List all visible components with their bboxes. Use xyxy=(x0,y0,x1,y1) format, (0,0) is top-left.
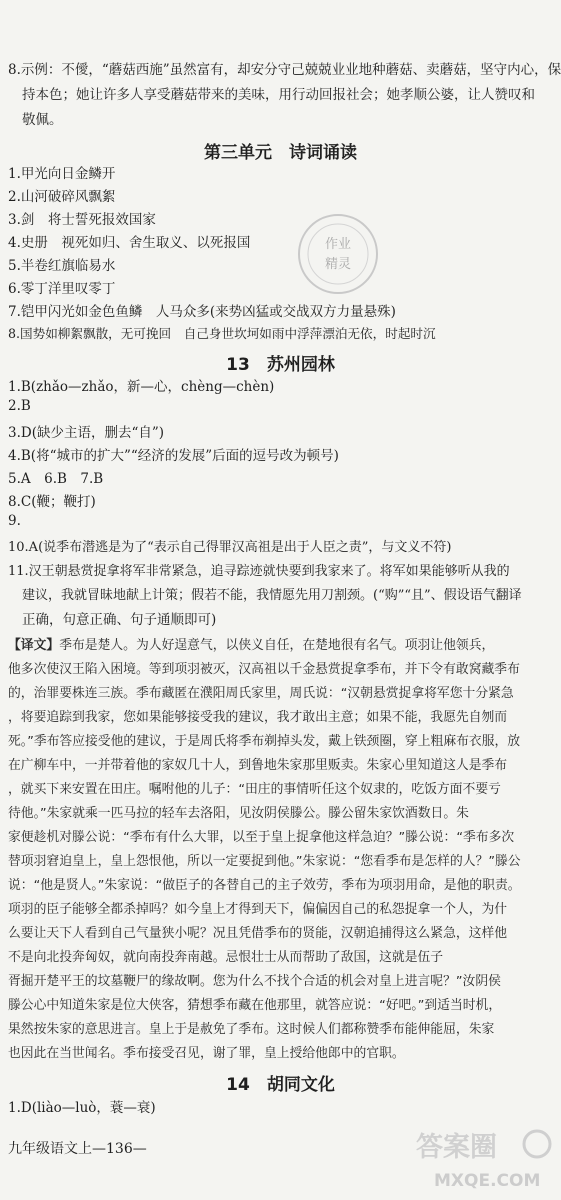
unit3-answer-4: 4.史册 视死如归、舍生取义、以死报国 xyxy=(8,235,251,251)
lesson13-answer-5: 5.A 6.B 7.B xyxy=(8,471,104,487)
watermark-logo xyxy=(412,1126,557,1198)
lesson13-answer-4: 4.B(将“城市的扩大”“经济的发展”后面的逗号改为顿号) xyxy=(8,448,339,464)
lesson14-answer-1: 1.D(liào—luò，蓑—衰) xyxy=(8,1100,156,1116)
stamp-seal xyxy=(296,212,380,296)
translation-line-9: 家便趁机对滕公说：“季布有什么大罪，以至于皇上捉拿他这样急迫？”滕公说：“季布多次 xyxy=(8,830,515,845)
q11-line-3: 正确，句意正确、句子通顺即可) xyxy=(22,612,217,628)
translation-line-15: 胥掘开楚平王的坟墓鞭尸的缘故啊。您为什么不找个合适的机会对皇上进言呢？”汝阴侯 xyxy=(8,974,501,989)
lesson13-answer-1: 1.B(zhǎo—zhǎo，新—心，chèng—chèn) xyxy=(8,379,275,395)
lesson13-title: 13 苏州园林 xyxy=(226,355,335,375)
lesson13-answer-3: 3.D(缺少主语，删去“自”) xyxy=(8,425,165,441)
stamp-text-bottom: 精灵 xyxy=(324,257,352,272)
translation-line-8: 待他。”朱家就乘一匹马拉的轻车去洛阳，见汝阴侯滕公。滕公留朱家饮酒数日。朱 xyxy=(8,806,469,821)
lesson13-answer-2: 2.B xyxy=(8,398,31,414)
translation-line-4: ，将要追踪到我家，您如果能够接受我的建议，我才敢出主意；如果不能，我愿先自刎而 xyxy=(8,710,508,725)
translation-line-16: 滕公心中知道朱家是位大侠客，猜想季布藏在他那里，就答应说：“好吧。”到适当时机， xyxy=(8,998,502,1013)
unit3-answer-7: 7.铠甲闪光如金色鱼鳞 人马众多(来势凶猛或交战双方力量悬殊) xyxy=(8,304,396,320)
unit3-answer-2: 2.山河破碎风飘絮 xyxy=(8,189,116,205)
translation-line-10: 替项羽窘迫皇上，皇上怨恨他，所以一定要捉到他。”朱家说：“您看季布是怎样的人？”滕公 xyxy=(8,854,521,869)
lesson13-answer-9: 9. xyxy=(8,513,21,529)
translation-line-6: 在广柳车中，一并带着他的家奴几十人，到鲁地朱家那里贩卖。朱家心里知道这人是季布 xyxy=(8,758,508,773)
translation-line-13: 么要让天下人看到自己气量狭小呢？况且凭借季布的贤能，汉朝追捕得这么紧急，这样他 xyxy=(8,926,508,941)
stamp-text-top: 作业 xyxy=(324,237,352,252)
lesson13-answer-8: 8.C(鞭；鞭打) xyxy=(8,494,96,510)
q8-line-2: 持本色；她让许多人享受蘑菇带来的美味，用行动回报社会；她孝顺公婆，让人赞叹和 xyxy=(22,87,535,103)
lesson13-answer-10: 10.A(说季布潜逃是为了“表示自己得罪汉高祖是出于人臣之责”，与文义不符) xyxy=(8,540,452,555)
translation-line-2: 他多次使汉王陷入困境。等到项羽被灭，汉高祖以千金悬赏捉拿季布，并下令有敢窝藏季布 xyxy=(8,662,520,677)
unit3-answer-8: 8.国势如柳絮飘散，无可挽回 自己身世坎坷如雨中浮萍漂泊无依，时起时沉 xyxy=(8,326,436,341)
watermark-url: MXQE.COM xyxy=(434,1171,541,1191)
translation-line-3: 的，治罪要株连三族。季布藏匿在濮阳周氏家里，周氏说：“汉朝悬赏捉拿将军您十分紧急 xyxy=(8,686,514,701)
page-footer: 九年级语文上—136— xyxy=(8,1141,147,1157)
unit3-answer-1: 1.甲光向日金鳞开 xyxy=(8,166,116,182)
q8-line-3: 敬佩。 xyxy=(22,112,63,128)
unit3-answer-6: 6.零丁洋里叹零丁 xyxy=(8,281,116,297)
translation-line-7: ，就买下来安置在田庄。嘱咐他的儿子：“田庄的事情听任这个奴隶的，吃饭方面不要亏 xyxy=(8,782,501,797)
translation-line-1 xyxy=(8,634,553,653)
translation-line-17: 果然按朱家的意思进言。皇上于是赦免了季布。这时候人们都称赞季布能伸能屈，朱家 xyxy=(8,1022,495,1037)
q11-line-1: 11.汉王朝悬赏捉拿将军非常紧急，追寻踪迹就快要到我家来了。将军如果能够听从我的 xyxy=(8,564,510,579)
lesson14-title: 14 胡同文化 xyxy=(226,1075,335,1095)
translation-tag: 【译文】 xyxy=(8,638,60,653)
unit3-title: 第三单元 诗词诵读 xyxy=(204,143,357,163)
translation-text: 季布是楚人。为人好逞意气，以侠义自任，在楚地很有名气。项羽让他领兵， xyxy=(59,638,495,653)
translation-line-12: 项羽的臣子能够全都杀掉吗？如今皇上才得到天下，偏偏因自己的私怨捉拿一个人，为什 xyxy=(8,902,508,917)
unit3-answer-5: 5.半卷红旗临易水 xyxy=(8,258,116,274)
watermark-logo-graphic xyxy=(412,1126,557,1194)
translation-line-5: 死。”季布答应接受他的建议，于是周氏将季布剃掉头发，戴上铁颈圈，穿上粗麻布衣服，放 xyxy=(8,734,521,749)
translation-line-11: 说：“他是贤人。”朱家说：“做臣子的各替自己的主子效劳，季布为项羽用命，是他的职责。 xyxy=(8,878,521,893)
translation-line-14: 不是向北投奔匈奴，就向南投奔南越。忌恨壮士从而帮助了敌国，这就是伍子 xyxy=(8,950,444,965)
unit3-answer-3: 3.剑 将士誓死报效国家 xyxy=(8,212,156,228)
watermark-logo-text: 答案圈 xyxy=(416,1132,497,1163)
q11-line-2: 建议，我就冒昧地献上计策；假若不能，我情愿先用刀割颈。(“购”“且”、假设语气翻译 xyxy=(22,588,522,603)
translation-line-18: 也因此在当世闻名。季布接受召见，谢了罪，皇上授给他郎中的官职。 xyxy=(8,1046,405,1061)
q8-line-1: 8.示例：不僾，“蘑菇西施”虽然富有，却安分守己兢兢业业地种蘑菇、卖蘑菇，坚守内心，保 xyxy=(8,62,561,78)
